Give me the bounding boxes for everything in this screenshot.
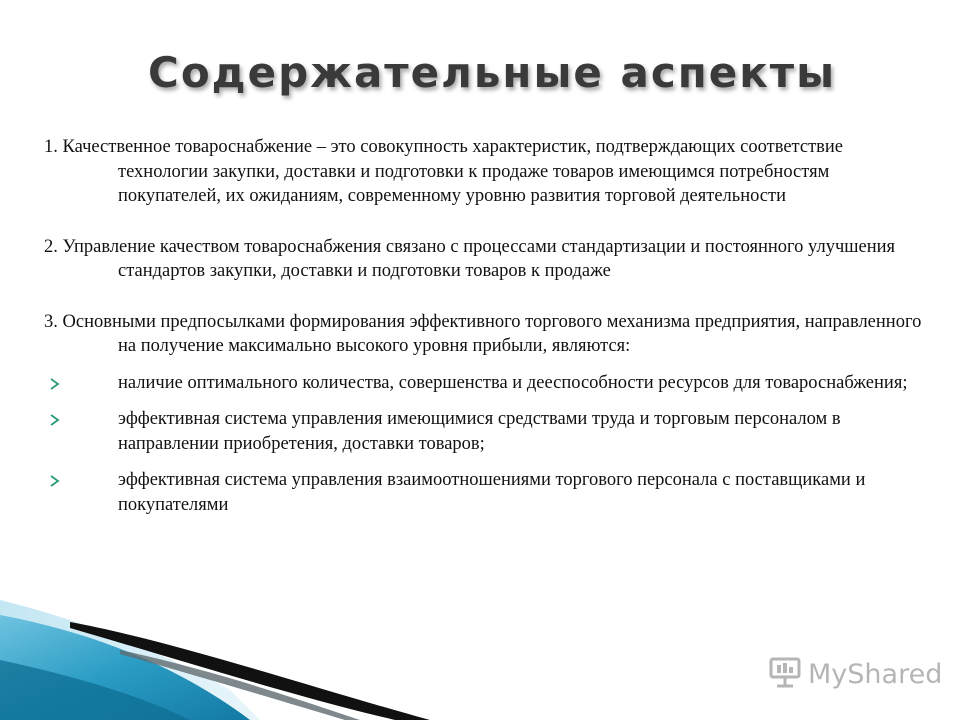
paragraph-3: 3. Основными предпосылками формирования эффективного торгового механизма предприятия, направленного на получение максимально высокого уровня прибыли, являются: bbox=[44, 311, 922, 356]
bullet-text: эффективная система управления имеющимися средствами труда и торговым персоналом в направлении приобретения, доставки товаров; bbox=[118, 409, 841, 454]
watermark-text: MyShared bbox=[808, 658, 943, 690]
presentation-board-icon bbox=[768, 655, 802, 694]
bullet-text: эффективная система управления взаимоотношениями торгового персонала с поставщиками и покупателями bbox=[118, 470, 866, 515]
paragraph-1: 1. Качественное товароснабжение – это совокупность характеристик, подтверждающих соответствие технологии закупки, доставки и подготовки к продаже товаров имеющимся потребностям покупателей, их ожиданиям, современному уровню развития торговой деятельности bbox=[44, 137, 843, 206]
arrow-bullet-icon bbox=[50, 475, 60, 487]
slide-body bbox=[44, 135, 924, 529]
slide-title: Содержательные аспекты bbox=[148, 48, 837, 97]
paragraph-2: 2. Управление качеством товароснабжения связано с процессами стандартизации и постоянного улучшения стандартов закупки, доставки и подготовки товаров к продаже bbox=[44, 236, 896, 281]
arrow-bullet-icon bbox=[50, 378, 60, 390]
bullet-item-3 bbox=[44, 468, 924, 517]
bullet-item-2 bbox=[44, 407, 924, 456]
bullet-item-1 bbox=[44, 371, 924, 396]
watermark-logo bbox=[768, 654, 942, 694]
arrow-bullet-icon bbox=[50, 414, 60, 426]
bullet-text: наличие оптимального количества, совершенства и дееспособности ресурсов для товароснабжения; bbox=[118, 372, 908, 393]
